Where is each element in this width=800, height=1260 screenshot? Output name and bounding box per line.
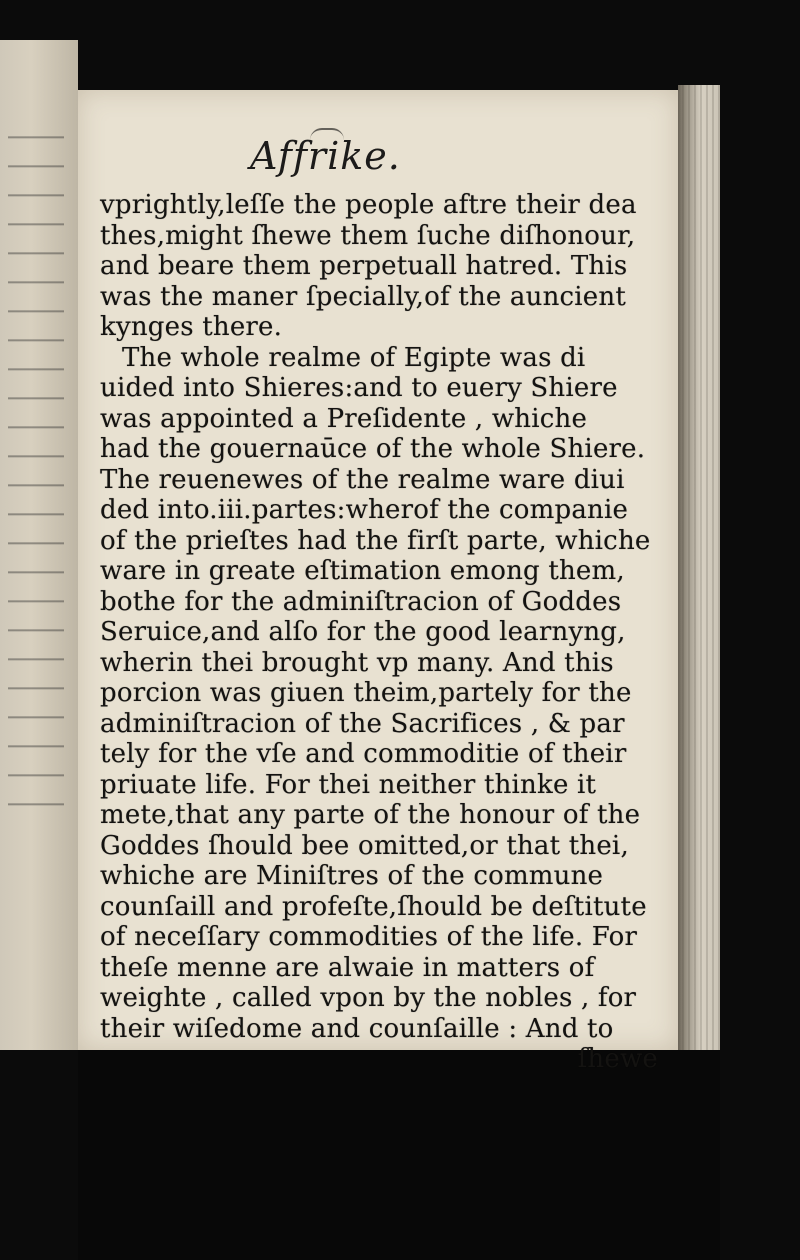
- book-page-edges: [678, 85, 720, 1065]
- text-line: tely for the vſe and commoditie of their: [100, 739, 627, 769]
- text-line: and beare them perpetuall hatred. This: [100, 251, 628, 281]
- text-line: of the prieſtes had the firſt parte, whiche: [100, 525, 651, 556]
- text-line: ded into.iii.partes:wherof the companie: [100, 495, 629, 525]
- text-line: counſaill and profeſte,ſhould be deſtitute: [100, 891, 647, 922]
- text-line: their wiſedome and counſaille : And to: [100, 1013, 614, 1044]
- text-line: whiche are Miniſtres of the commune: [100, 861, 604, 891]
- text-line: Seruice,and alſo for the good learnyng,: [100, 617, 626, 647]
- facing-page-text-fragments: [8, 110, 64, 810]
- text-line: was appointed a Preſidente , whiche: [100, 403, 588, 434]
- text-line: bothe for the adminiſtracion of Goddes: [100, 586, 622, 617]
- text-line: theſe menne are alwaie in matters of: [100, 952, 595, 983]
- text-line: adminiſtracion of the Sacrifices , & par: [100, 708, 625, 739]
- page-header: [250, 130, 420, 182]
- text-line: vprightly,leſſe the people aftre their dea: [100, 190, 637, 220]
- body-text: [100, 190, 668, 1074]
- text-line: priuate life. For thei neither thinke it: [100, 769, 597, 800]
- text-line: The whole realme of Egipte was di: [122, 342, 586, 373]
- facing-page-edge: [0, 40, 78, 1050]
- catchword: ſhewe: [577, 1044, 658, 1074]
- text-line: porcion was giuen theim,partely for the: [100, 678, 632, 708]
- text-line: Goddes ſhould bee omitted,or that thei,: [100, 830, 629, 861]
- text-line: of neceſſary commodities of the life. For: [100, 922, 638, 952]
- page-edge-lines: [678, 85, 720, 1065]
- text-line: uided into Shieres:and to euery Shiere: [100, 373, 618, 403]
- text-line: ware in greate eſtimation emong them,: [100, 556, 625, 586]
- text-line: was the maner ſpecially,of the auncient: [100, 281, 626, 312]
- text-line: The reuenewes of the realme ware diui: [100, 464, 625, 495]
- scan-background: [78, 1050, 720, 1260]
- text-line: kynges there.: [100, 312, 283, 342]
- text-line: had the gouernaūce of the whole Shiere.: [100, 434, 646, 464]
- text-line: weighte , called vpon by the nobles , for: [100, 983, 637, 1013]
- text-line: wherin thei brought vp many. And this: [100, 647, 614, 678]
- text-line: thes,might ſhewe them ſuche diſhonour,: [100, 220, 636, 251]
- text-line: mete,that any parte of the honour of the: [100, 800, 641, 830]
- running-head: Affrike.: [250, 134, 401, 178]
- ornament-mark: [310, 128, 344, 140]
